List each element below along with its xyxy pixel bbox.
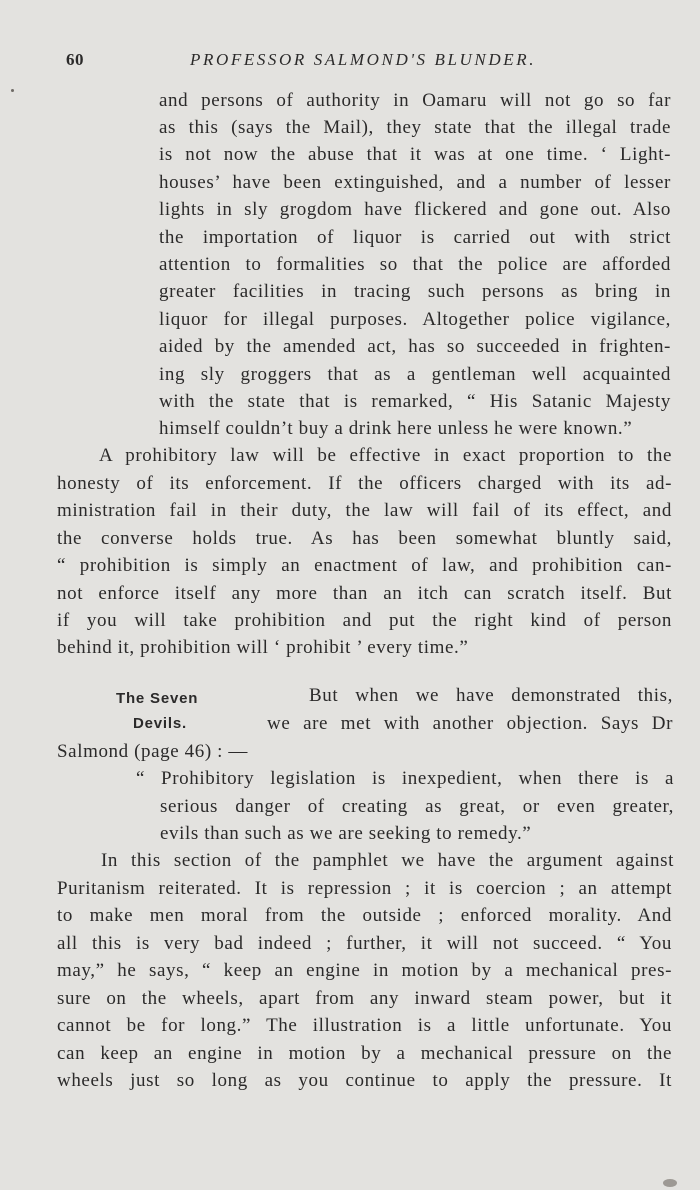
page-number: 60: [66, 50, 84, 69]
running-title: PROFESSOR SALMOND'S BLUNDER.: [190, 50, 537, 69]
paragraph-line: ministration fail in their duty, the law will fail of its effect, and: [57, 500, 672, 521]
paragraph-line: “ prohibition is simply an enactment of law, and prohibition can-: [57, 555, 672, 576]
paragraph-line: A prohibitory law will be effective in exact proportion to the: [99, 445, 672, 466]
quote-line: attention to formalities so that the police are afforded: [159, 254, 671, 275]
paragraph-line: to make men moral from the outside ; enforced morality. And: [57, 905, 672, 926]
paragraph-line: if you will take prohibition and put the right kind of person: [57, 610, 672, 631]
quote-line: with the state that is remarked, “ His Satanic Majesty: [159, 391, 671, 412]
paragraph-line: may,” he says, “ keep an engine in motion by a mechanical pres-: [57, 960, 672, 981]
paper-speck: [663, 1179, 677, 1187]
paragraph-line: behind it, prohibition will ‘ prohibit ’ every time.”: [57, 637, 469, 658]
paragraph-line: sure on the wheels, apart from any inward steam power, but it: [57, 988, 672, 1009]
paragraph-line: can keep an engine in motion by a mechanical pressure on the: [57, 1043, 672, 1064]
quote-line: lights in sly grogdom have flickered and gone out. Also: [159, 199, 671, 220]
paragraph-line: we are met with another objection. Says Dr: [267, 713, 673, 734]
quote-line: aided by the amended act, has so succeeded in frighten-: [159, 336, 671, 357]
paragraph-line: wheels just so long as you continue to apply the pressure. It: [57, 1070, 672, 1091]
sidenote-title: The Seven: [116, 690, 199, 707]
quote-line: serious danger of creating as great, or even greater,: [160, 796, 674, 817]
quote-line: the importation of liquor is carried out with strict: [159, 227, 671, 248]
paragraph-line: the converse holds true. As has been somewhat bluntly said,: [57, 528, 672, 549]
quote-line: houses’ have been extinguished, and a number of lesser: [159, 172, 671, 193]
paragraph-line: cannot be for long.” The illustration is a little unfortunate. You: [57, 1015, 672, 1036]
quote-line: evils than such as we are seeking to remedy.”: [160, 823, 532, 844]
paragraph-line: all this is very bad indeed ; further, it will not succeed. “ You: [57, 933, 672, 954]
sidenote-title: Devils.: [133, 715, 187, 732]
paragraph-line: honesty of its enforcement. If the officers charged with its ad-: [57, 473, 672, 494]
paragraph-line: not enforce itself any more than an itch can scratch itself. But: [57, 583, 672, 604]
paragraph-line: But when we have demonstrated this,: [309, 685, 673, 706]
paper-speck: [11, 89, 14, 92]
quote-line: liquor for illegal purposes. Altogether police vigilance,: [159, 309, 671, 330]
quote-line: “ Prohibitory legislation is inexpedient, when there is a: [136, 768, 674, 789]
page-header: [0, 50, 700, 74]
paragraph-line: In this section of the pamphlet we have the argument against: [101, 850, 674, 871]
quote-line: himself couldn’t buy a drink here unless he were known.”: [159, 418, 633, 439]
quote-line: ing sly groggers that as a gentleman well acquainted: [159, 364, 671, 385]
quote-line: and persons of authority in Oamaru will not go so far: [159, 90, 671, 111]
quote-line: greater facilities in tracing such persons as bring in: [159, 281, 671, 302]
paragraph-line: Salmond (page 46) : —: [57, 741, 248, 762]
paragraph-line: Puritanism reiterated. It is repression ; it is coercion ; an attempt: [57, 878, 672, 899]
quote-line: as this (says the Mail), they state that the illegal trade: [159, 117, 671, 138]
quote-line: is not now the abuse that it was at one time. ‘ Light-: [159, 144, 671, 165]
